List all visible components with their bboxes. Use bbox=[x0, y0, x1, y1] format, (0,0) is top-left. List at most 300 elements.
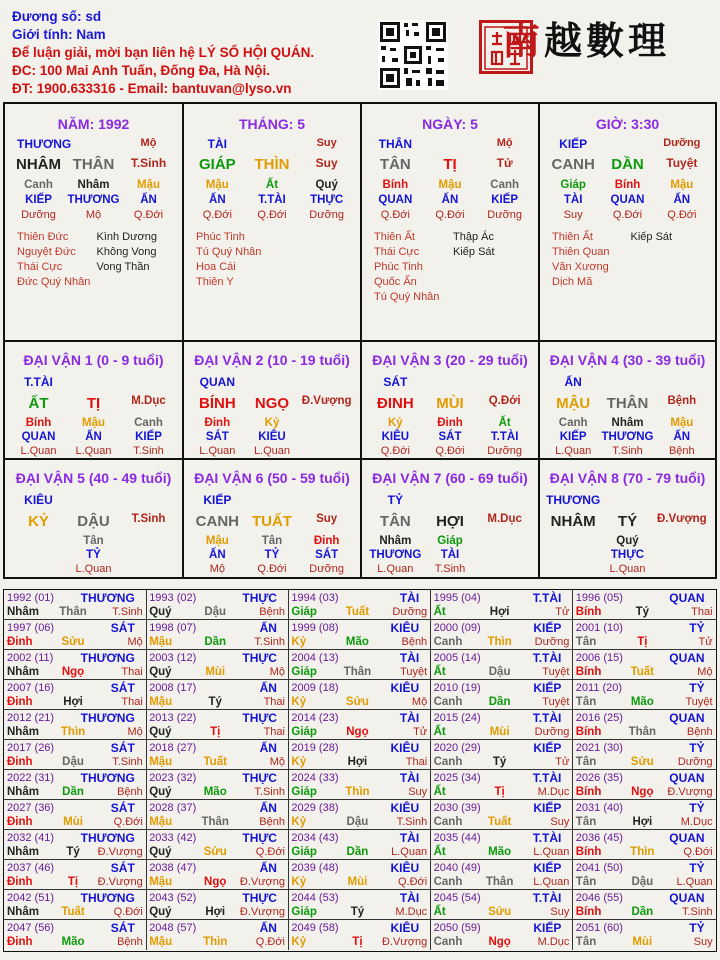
year-cell[interactable] bbox=[573, 920, 716, 950]
pillar-title: THÁNG: 5 bbox=[238, 116, 306, 132]
year-stem: Đinh bbox=[7, 876, 33, 888]
year-stem: Mậu bbox=[149, 876, 173, 888]
star: Phúc Tinh bbox=[196, 231, 245, 243]
dai-van-hidden-ts: L.Quan bbox=[609, 563, 646, 575]
year-branch: Sửu bbox=[345, 696, 369, 708]
year-ts: T.Sinh bbox=[254, 636, 285, 648]
year-cell[interactable] bbox=[573, 890, 716, 920]
year-ts: Tử bbox=[698, 636, 713, 648]
twelve-stage: Tử bbox=[496, 156, 513, 170]
year-branch: Tị bbox=[67, 876, 79, 888]
year-cell[interactable] bbox=[573, 800, 716, 830]
year-label: 2046 (55) bbox=[575, 892, 623, 904]
dai-van-hidden-stem: Mậu bbox=[82, 417, 105, 429]
year-cell[interactable] bbox=[146, 770, 289, 800]
dai-van-hidden-god bbox=[299, 431, 354, 443]
year-god: TÀI bbox=[399, 891, 420, 905]
year-label: 2004 (13) bbox=[291, 652, 339, 664]
year-branch: Sửu bbox=[488, 906, 512, 918]
year-ts: L.Quan bbox=[533, 876, 570, 888]
god-top: THÂN bbox=[378, 137, 412, 151]
year-god: ẤN bbox=[259, 861, 277, 875]
year-cell[interactable] bbox=[4, 710, 147, 740]
year-cell[interactable] bbox=[573, 590, 716, 620]
dai-van-hidden-god: THƯƠNG bbox=[369, 549, 422, 561]
year-branch: Ngọ bbox=[488, 936, 511, 948]
year-cell[interactable] bbox=[288, 920, 431, 950]
year-cell[interactable] bbox=[288, 680, 431, 710]
year-god: TÀI bbox=[399, 771, 420, 785]
year-label: 2022 (31) bbox=[7, 772, 55, 784]
year-label: 2035 (44) bbox=[433, 832, 481, 844]
hidden-ts: Q.Đới bbox=[612, 209, 643, 221]
year-label: 2005 (14) bbox=[433, 652, 481, 664]
year-god: THƯƠNG bbox=[80, 771, 135, 785]
dai-van-hidden-stem: Canh bbox=[558, 417, 588, 429]
contact-line: Để luận giải, mời bạn liên hệ LÝ SỐ HỘI QUÁN. bbox=[12, 45, 315, 60]
year-cell[interactable] bbox=[288, 830, 431, 860]
star: Thái Cực bbox=[374, 246, 420, 258]
year-branch: Mão bbox=[61, 936, 85, 948]
dai-van-hidden-god: SÁT bbox=[438, 431, 462, 443]
hidden-ts: Q.Đới bbox=[380, 209, 410, 221]
dai-van-hidden-ts bbox=[477, 563, 532, 575]
year-cell[interactable] bbox=[4, 920, 147, 950]
year-god: KIẾP bbox=[533, 741, 562, 755]
year-stem: Đinh bbox=[7, 636, 33, 648]
year-god: THƯƠNG bbox=[80, 651, 135, 665]
year-stem: Mậu bbox=[149, 696, 173, 708]
hidden-god: ẤN bbox=[673, 194, 691, 206]
year-ts: Suy bbox=[550, 906, 570, 918]
year-cell[interactable] bbox=[573, 740, 716, 770]
year-god: T.TÀI bbox=[532, 771, 562, 785]
year-stem: Bính bbox=[575, 906, 602, 918]
dai-van-hidden-ts: Q.Đới bbox=[257, 563, 287, 575]
year-cell[interactable] bbox=[146, 590, 289, 620]
hidden-stem: Ất bbox=[265, 179, 279, 191]
dai-van-stem: BÍNH bbox=[198, 395, 236, 412]
year-cell[interactable] bbox=[146, 710, 289, 740]
year-god: TÀI bbox=[399, 591, 420, 605]
year-cell[interactable] bbox=[573, 680, 716, 710]
dai-van-god: ẤN bbox=[564, 375, 582, 389]
year-stem: Giáp bbox=[291, 846, 317, 858]
year-cell[interactable] bbox=[431, 710, 574, 740]
year-stem: Nhâm bbox=[7, 846, 39, 858]
year-branch: Thân bbox=[201, 816, 229, 828]
year-branch: Tuất bbox=[630, 666, 655, 678]
dai-van-ts: T.Sinh bbox=[131, 513, 166, 525]
year-god: TỶ bbox=[689, 801, 705, 815]
year-cell[interactable] bbox=[431, 680, 574, 710]
branch: DẦN bbox=[611, 156, 644, 173]
year-cell[interactable] bbox=[4, 890, 147, 920]
branch: THÌN bbox=[254, 156, 290, 173]
year-god: KIẾP bbox=[533, 801, 562, 815]
dai-van-hidden-god: TÀI bbox=[440, 549, 460, 561]
year-cell[interactable] bbox=[288, 740, 431, 770]
dai-van-hidden-god: THƯƠNG bbox=[601, 431, 654, 443]
year-cell[interactable] bbox=[431, 860, 574, 890]
year-branch: Mão bbox=[488, 846, 512, 858]
year-cell[interactable] bbox=[4, 770, 147, 800]
dai-van-hidden-stem: Kỷ bbox=[387, 417, 403, 429]
year-god: TÀI bbox=[399, 831, 420, 845]
dai-van-2 bbox=[184, 342, 362, 460]
dai-van-hidden-ts: T.Sinh bbox=[133, 445, 164, 457]
year-cell[interactable] bbox=[431, 830, 574, 860]
year-label: 2033 (42) bbox=[149, 832, 197, 844]
year-cell[interactable] bbox=[146, 650, 289, 680]
hidden-stem: Mậu bbox=[137, 179, 160, 191]
year-god: ẤN bbox=[259, 741, 277, 755]
year-stem: Canh bbox=[433, 936, 463, 948]
year-branch: Dậu bbox=[631, 876, 654, 888]
year-stem: Đinh bbox=[7, 696, 33, 708]
year-cell[interactable] bbox=[573, 860, 716, 890]
year-cell[interactable] bbox=[288, 710, 431, 740]
year-ts: T.Sinh bbox=[682, 906, 713, 918]
year-god: TỶ bbox=[689, 861, 705, 875]
hidden-god: THƯƠNG bbox=[67, 194, 120, 206]
dai-van-7 bbox=[362, 460, 540, 577]
hidden-stem: Bính bbox=[382, 179, 409, 191]
year-cell[interactable] bbox=[431, 740, 574, 770]
year-cell[interactable] bbox=[573, 650, 716, 680]
dai-van-hidden-god: KIÊU bbox=[258, 431, 286, 443]
year-branch: Thân bbox=[485, 876, 514, 888]
year-cell[interactable] bbox=[146, 920, 289, 950]
year-cell[interactable] bbox=[288, 800, 431, 830]
year-branch: Ngọ bbox=[61, 666, 85, 678]
year-label: 2044 (53) bbox=[291, 892, 339, 904]
year-ts: L.Quan bbox=[391, 846, 428, 858]
dai-van-hidden-ts: L.Quan bbox=[555, 445, 592, 457]
annual-luck-table bbox=[3, 589, 717, 952]
year-branch: Tuất bbox=[487, 816, 512, 828]
year-cell[interactable] bbox=[4, 650, 147, 680]
year-branch: Tị bbox=[494, 786, 505, 798]
year-ts: Thai bbox=[121, 696, 143, 708]
dai-van-hidden-ts: Dưỡng bbox=[309, 563, 345, 575]
dai-van-hidden-ts: T.Sinh bbox=[434, 563, 466, 575]
year-label: 2036 (45) bbox=[575, 832, 623, 844]
hidden-ts: Dưỡng bbox=[21, 209, 56, 221]
year-ts: Bệnh bbox=[401, 636, 428, 648]
star: Thiên Ất bbox=[374, 231, 415, 243]
dai-van-hidden-god: KIẾP bbox=[559, 431, 587, 443]
year-god: ẤN bbox=[259, 621, 277, 635]
year-god: THỰC bbox=[242, 891, 277, 905]
year-ts: Bệnh bbox=[117, 786, 143, 798]
year-stem: Kỷ bbox=[291, 636, 307, 648]
year-stem: Tân bbox=[575, 636, 597, 648]
year-stem: Quý bbox=[149, 786, 172, 798]
year-ts: Dưỡng bbox=[392, 606, 428, 618]
year-cell[interactable] bbox=[288, 590, 431, 620]
dai-van-god: KIẾP bbox=[203, 493, 232, 507]
year-branch: Sửu bbox=[61, 636, 85, 648]
year-label: 2030 (39) bbox=[433, 802, 481, 814]
year-label: 1993 (02) bbox=[149, 592, 197, 604]
year-cell[interactable] bbox=[146, 860, 289, 890]
stem: CANH bbox=[551, 156, 595, 173]
dai-van-3 bbox=[362, 342, 540, 460]
year-branch: Mùi bbox=[632, 936, 653, 948]
year-cell[interactable] bbox=[4, 590, 147, 620]
year-cell[interactable] bbox=[146, 890, 289, 920]
year-cell[interactable] bbox=[288, 620, 431, 650]
year-cell[interactable] bbox=[4, 800, 147, 830]
dai-van-hidden-god: ẤN bbox=[85, 431, 102, 443]
hidden-ts: Q.Đới bbox=[667, 209, 697, 221]
dai-van-hidden-god: TỶ bbox=[86, 549, 101, 561]
star: Thiên Đức bbox=[17, 231, 69, 243]
year-branch: Dậu bbox=[488, 666, 511, 678]
year-branch: Dậu bbox=[62, 756, 84, 768]
dai-van-branch: TUẤT bbox=[251, 513, 292, 530]
dai-van-hidden-ts: L.Quan bbox=[75, 563, 112, 575]
year-ts: Tử bbox=[555, 606, 570, 618]
year-branch: Tị bbox=[210, 726, 221, 738]
dai-van-hidden-stem: Nhâm bbox=[379, 535, 412, 547]
star: Quốc Ấn bbox=[374, 276, 417, 288]
year-stem: Canh bbox=[433, 756, 463, 768]
dai-van-hidden-god bbox=[655, 549, 709, 561]
hidden-stem: Mậu bbox=[438, 179, 462, 191]
year-branch: Tuất bbox=[345, 606, 370, 618]
year-cell[interactable] bbox=[4, 620, 147, 650]
year-god: TỶ bbox=[689, 741, 705, 755]
year-god: QUAN bbox=[669, 651, 705, 665]
year-cell[interactable] bbox=[146, 680, 289, 710]
year-cell[interactable] bbox=[431, 770, 574, 800]
year-cell[interactable] bbox=[573, 770, 716, 800]
year-stem: Ất bbox=[433, 726, 446, 738]
pillar-day bbox=[362, 104, 540, 342]
year-label: 2011 (20) bbox=[575, 682, 623, 694]
year-cell[interactable] bbox=[4, 740, 147, 770]
star: Kình Dương bbox=[96, 231, 157, 243]
year-label: 2014 (23) bbox=[291, 712, 339, 724]
header bbox=[0, 0, 720, 100]
year-branch: Thân bbox=[59, 606, 87, 618]
qr-code-icon[interactable] bbox=[378, 20, 448, 90]
year-stem: Quý bbox=[149, 726, 172, 738]
year-cell[interactable] bbox=[288, 770, 431, 800]
dai-van-hidden-ts: L.Quan bbox=[75, 445, 112, 457]
phone-email-line: ĐT: 1900.633316 - Email: bantuvan@lyso.vn bbox=[12, 81, 292, 96]
year-ts: Thai bbox=[263, 696, 285, 708]
dai-van-hidden-stem: Tân bbox=[261, 535, 283, 547]
year-ts: Suy bbox=[408, 786, 428, 798]
year-label: 2028 (37) bbox=[149, 802, 197, 814]
year-cell[interactable] bbox=[431, 800, 574, 830]
chart-grid bbox=[3, 102, 717, 579]
year-label: 2018 (27) bbox=[149, 742, 197, 754]
year-label: 2034 (43) bbox=[291, 832, 339, 844]
dai-van-hidden-ts bbox=[655, 563, 709, 575]
year-cell[interactable] bbox=[431, 620, 574, 650]
god-top: KIẾP bbox=[559, 137, 588, 151]
dai-van-branch: THÂN bbox=[606, 395, 649, 412]
year-god: KIÊU bbox=[390, 621, 420, 635]
dai-van-8 bbox=[540, 460, 715, 577]
year-cell[interactable] bbox=[288, 890, 431, 920]
year-label: 2047 (56) bbox=[7, 922, 55, 934]
hidden-stem: Mậu bbox=[205, 179, 229, 191]
stem: GIÁP bbox=[198, 156, 236, 173]
year-stem: Canh bbox=[433, 876, 463, 888]
year-cell[interactable] bbox=[4, 860, 147, 890]
year-cell[interactable] bbox=[288, 860, 431, 890]
dai-van-1 bbox=[5, 342, 184, 460]
year-cell[interactable] bbox=[573, 830, 716, 860]
year-cell[interactable] bbox=[431, 650, 574, 680]
year-cell[interactable] bbox=[573, 710, 716, 740]
year-ts: T.Sinh bbox=[254, 786, 285, 798]
year-label: 2017 (26) bbox=[7, 742, 55, 754]
stem: TÂN bbox=[379, 156, 411, 173]
year-cell[interactable] bbox=[288, 650, 431, 680]
year-stem: Canh bbox=[433, 816, 463, 828]
ts-top: Mộ bbox=[496, 137, 513, 149]
dai-van-hidden-ts: Mộ bbox=[209, 563, 225, 575]
year-god: THƯƠNG bbox=[80, 591, 135, 605]
year-cell[interactable] bbox=[146, 620, 289, 650]
year-cell[interactable] bbox=[431, 590, 574, 620]
year-label: 1994 (03) bbox=[291, 592, 339, 604]
year-label: 2021 (30) bbox=[575, 742, 623, 754]
dai-van-hidden-ts: Dưỡng bbox=[487, 445, 523, 457]
year-god: T.TÀI bbox=[532, 651, 562, 665]
year-label: 2045 (54) bbox=[433, 892, 481, 904]
year-cell[interactable] bbox=[573, 620, 716, 650]
year-ts: Tử bbox=[555, 756, 570, 768]
dai-van-hidden-ts bbox=[11, 563, 66, 575]
year-branch: Mùi bbox=[205, 666, 226, 678]
year-god: THƯƠNG bbox=[80, 711, 135, 725]
dai-van-stem: ĐINH bbox=[376, 395, 414, 412]
hidden-stem: Mậu bbox=[670, 179, 694, 191]
dai-van-branch: TÝ bbox=[617, 513, 638, 530]
dai-van-hidden-god: KIẾP bbox=[135, 431, 162, 443]
dai-van-title: ĐẠI VẬN 4 (30 - 39 tuổi) bbox=[549, 352, 706, 368]
year-label: 2042 (51) bbox=[7, 892, 55, 904]
year-god: ẤN bbox=[259, 921, 277, 935]
year-label: 2037 (46) bbox=[7, 862, 55, 874]
year-cell[interactable] bbox=[146, 740, 289, 770]
year-stem: Canh bbox=[433, 696, 463, 708]
year-ts: Mộ bbox=[697, 666, 713, 678]
year-ts: Dưỡng bbox=[534, 726, 570, 738]
hidden-stem: Canh bbox=[490, 179, 520, 191]
pillar-year bbox=[5, 104, 184, 342]
year-god: THỰC bbox=[242, 831, 277, 845]
year-branch: Ngọ bbox=[346, 726, 369, 738]
dai-van-hidden-god bbox=[121, 549, 176, 561]
year-god: SÁT bbox=[110, 861, 135, 875]
year-god: ẤN bbox=[259, 801, 277, 815]
year-cell[interactable] bbox=[431, 890, 574, 920]
year-cell[interactable] bbox=[4, 680, 147, 710]
dai-van-5 bbox=[5, 460, 184, 577]
year-god: SÁT bbox=[110, 801, 135, 815]
dai-van-hidden-stem: Quý bbox=[616, 535, 639, 547]
name-line: Đương số: sd bbox=[12, 9, 102, 24]
year-god: TÀI bbox=[399, 651, 420, 665]
dai-van-hidden-god bbox=[477, 549, 532, 561]
year-branch: Dậu bbox=[346, 816, 369, 828]
dai-van-hidden-stem: Đinh bbox=[204, 417, 231, 429]
year-ts: Bệnh bbox=[259, 816, 285, 828]
dai-van-stem: KỶ bbox=[28, 513, 49, 530]
year-stem: Ất bbox=[433, 606, 446, 618]
year-label: 2043 (52) bbox=[149, 892, 197, 904]
year-god: QUAN bbox=[669, 711, 705, 725]
pillar-hour bbox=[540, 104, 715, 342]
dai-van-title: ĐẠI VẬN 8 (70 - 79 tuổi) bbox=[549, 470, 706, 486]
year-stem: Bính bbox=[575, 666, 602, 678]
year-ts: Dưỡng bbox=[677, 756, 713, 768]
year-stem: Mậu bbox=[149, 756, 173, 768]
year-stem: Mậu bbox=[149, 936, 173, 948]
year-stem: Giáp bbox=[291, 906, 317, 918]
year-branch: Mùi bbox=[489, 726, 510, 738]
year-stem: Bính bbox=[575, 786, 602, 798]
year-ts: Dưỡng bbox=[534, 636, 570, 648]
year-stem: Nhâm bbox=[7, 786, 39, 798]
year-ts: Mộ bbox=[269, 666, 285, 678]
year-ts: Đ.Vượng bbox=[239, 876, 285, 888]
dai-van-hidden-god: SÁT bbox=[205, 431, 229, 443]
year-stem: Nhâm bbox=[7, 606, 39, 618]
year-label: 1996 (05) bbox=[575, 592, 623, 604]
year-cell[interactable] bbox=[146, 800, 289, 830]
star: Thiên Y bbox=[196, 276, 234, 288]
hidden-ts: Dưỡng bbox=[487, 209, 523, 221]
year-branch: Thìn bbox=[487, 636, 512, 648]
dai-van-hidden-stem bbox=[299, 417, 354, 429]
year-god: THỰC bbox=[242, 591, 277, 605]
year-stem: Quý bbox=[149, 666, 172, 678]
year-label: 2032 (41) bbox=[7, 832, 55, 844]
year-label: 1992 (01) bbox=[7, 592, 55, 604]
dai-van-ts: Đ.Vượng bbox=[656, 513, 707, 525]
year-branch: Thìn bbox=[203, 936, 228, 948]
year-stem: Đinh bbox=[7, 936, 33, 948]
year-label: 2000 (09) bbox=[433, 622, 481, 634]
dai-van-god: THƯƠNG bbox=[546, 493, 601, 507]
year-stem: Giáp bbox=[291, 666, 317, 678]
year-cell[interactable] bbox=[431, 920, 574, 950]
hidden-stem: Quý bbox=[315, 179, 338, 191]
year-label: 2049 (58) bbox=[291, 922, 339, 934]
year-branch: Tý bbox=[635, 606, 650, 618]
year-god: T.TÀI bbox=[532, 711, 562, 725]
year-god: THỰC bbox=[242, 651, 277, 665]
dai-van-stem: MẬU bbox=[556, 395, 591, 412]
year-god: TỶ bbox=[689, 621, 705, 635]
hidden-god: QUAN bbox=[378, 194, 413, 206]
year-god: THƯƠNG bbox=[80, 891, 135, 905]
year-label: 1999 (08) bbox=[291, 622, 339, 634]
year-cell[interactable] bbox=[146, 830, 289, 860]
dai-van-hidden-stem: Mậu bbox=[205, 535, 229, 547]
hidden-god: QUAN bbox=[610, 194, 645, 206]
year-cell[interactable] bbox=[4, 830, 147, 860]
